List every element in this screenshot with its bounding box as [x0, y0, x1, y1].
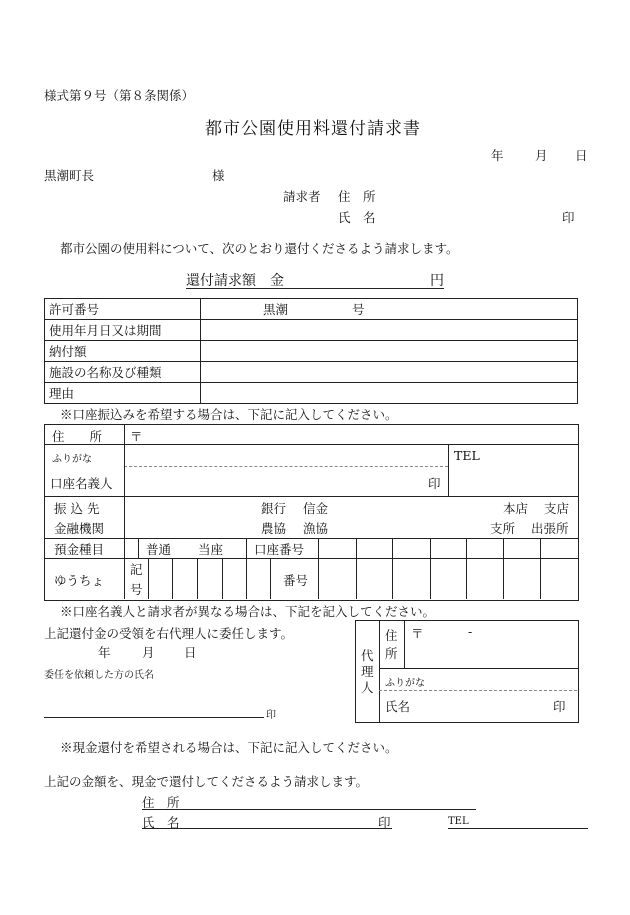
digit-divider [246, 558, 247, 599]
digit-divider [466, 558, 467, 599]
agent-label-char: 人 [361, 680, 374, 695]
requester-address-label: 住 所 [338, 189, 376, 204]
account-holder-seal: 印 [428, 476, 441, 491]
tel-label[interactable]: TEL [454, 448, 480, 463]
agent-label-line [379, 620, 380, 722]
paid-amount-field[interactable] [201, 341, 578, 362]
paid-amount-label: 納付額 [45, 341, 201, 362]
agent-label [361, 648, 375, 696]
digit-divider [392, 538, 393, 558]
digit-divider [540, 538, 541, 558]
postal-mark[interactable]: 〒 [130, 429, 143, 444]
reason-label: 理由 [45, 383, 201, 404]
table-row [45, 383, 578, 404]
agent-name-label: 氏名 [385, 699, 411, 714]
permit-number-label: 許可番号 [45, 299, 201, 320]
addressee: 黒潮町長 [44, 168, 95, 183]
refund-amount-underline [186, 288, 444, 289]
digit-divider [222, 558, 223, 599]
date-month-label: 月 [535, 148, 548, 163]
form-number: 様式第９号（第８条関係） [44, 88, 195, 103]
table-row [45, 320, 578, 341]
permit-number-field[interactable] [201, 299, 578, 320]
transfer-label: 振 込 先 [54, 501, 100, 516]
deposit-type-label: 預金種目 [54, 542, 105, 557]
agent-postal-dash: - [468, 624, 473, 639]
bank-transfer-note: ※口座振込みを希望する場合は、下記に記入してください。 [60, 407, 398, 422]
digit-divider [430, 558, 431, 599]
branch-office-option[interactable]: 支所 [490, 521, 516, 536]
delegator-name-label: 委任を依頼した方の氏名 [44, 670, 154, 681]
account-label-right-line [318, 538, 319, 599]
facility-name-label: 施設の名称及び種類 [45, 362, 201, 383]
fishery-coop-option[interactable]: 漁協 [303, 521, 329, 536]
account-holder-label: 口座名義人 [50, 476, 113, 491]
agent-divider [379, 668, 578, 669]
addressee-suffix: 様 [212, 168, 225, 183]
usage-period-field[interactable] [201, 320, 578, 341]
yucho-label: ゆうちょ [54, 573, 105, 588]
delegate-month-label: 月 [142, 645, 155, 660]
sub-office-option[interactable]: 出張所 [531, 521, 569, 536]
agent-address-label-line [404, 620, 405, 668]
yucho-label-line [124, 558, 125, 599]
proxy-note: ※口座名義人と請求者が異なる場合は、下記を記入してください。 [60, 604, 436, 619]
current-option[interactable]: 当座 [198, 542, 224, 557]
number-label-line [270, 558, 271, 599]
cash-tel-label: TEL [448, 816, 469, 827]
delegator-signature-line[interactable] [44, 717, 264, 718]
refund-amount-unit: 円 [430, 273, 444, 289]
bank-label-column-line [124, 424, 125, 558]
usage-period-label: 使用年月日又は期間 [45, 320, 201, 341]
furigana-divider [124, 466, 448, 467]
branch-option[interactable]: 支店 [544, 501, 570, 516]
bank-address-label: 住 所 [52, 429, 103, 444]
cash-name-line[interactable] [142, 828, 392, 829]
refund-amount-label: 還付請求額 金 [186, 273, 284, 289]
permit-number-prefix: 黒潮 [263, 302, 289, 317]
credit-union-option[interactable]: 信金 [303, 501, 329, 516]
agent-label-char: 理 [361, 664, 374, 679]
agent-furigana-label: ふりがな [385, 678, 425, 689]
digit-divider [197, 558, 198, 599]
digit-divider [356, 558, 357, 599]
date-day-label: 日 [575, 148, 588, 163]
cash-address-line[interactable] [142, 809, 476, 810]
agent-furigana-divider [379, 690, 577, 691]
delegate-text: 上記還付金の受領を右代理人に委任します。 [44, 626, 294, 641]
head-office-option[interactable]: 本店 [503, 501, 529, 516]
permit-number-suffix: 号 [352, 302, 365, 317]
furigana-label: ふりがな [52, 454, 92, 465]
reason-field[interactable] [201, 383, 578, 404]
cash-note: ※現金還付を希望される場合は、下記に記入してください。 [60, 740, 398, 755]
agent-label-char: 代 [361, 648, 374, 663]
table-row [45, 362, 578, 383]
symbol-label-line [148, 558, 149, 599]
symbol-label-top: 記 [130, 562, 143, 577]
financial-institution-label: 金融機関 [54, 521, 105, 536]
digit-divider [503, 538, 504, 558]
digit-divider [503, 558, 504, 599]
yucho-number-label: 番号 [283, 573, 309, 588]
agri-coop-option[interactable]: 農協 [261, 521, 287, 536]
agent-seal: 印 [553, 699, 566, 714]
bank-option[interactable]: 銀行 [261, 501, 287, 516]
symbol-label-bottom: 号 [130, 582, 143, 597]
agent-postal-mark[interactable]: 〒 [411, 626, 424, 641]
delegate-year-label: 年 [98, 645, 111, 660]
ordinary-option[interactable]: 普通 [146, 542, 172, 557]
cash-address-label: 住 所 [142, 795, 180, 810]
table-row [45, 299, 578, 320]
requester-label: 請求者 [283, 189, 321, 204]
permit-info-table [44, 298, 578, 404]
digit-divider [356, 538, 357, 558]
digit-divider [392, 558, 393, 599]
requester-name-label: 氏 名 [338, 210, 376, 225]
page-title: 都市公園使用料還付請求書 [205, 119, 421, 139]
digit-divider [172, 558, 173, 599]
agent-address-label-top: 住 [385, 628, 398, 643]
digit-divider [540, 558, 541, 599]
cash-seal: 印 [378, 815, 391, 830]
delegate-day-label: 日 [184, 645, 197, 660]
digit-divider [466, 538, 467, 558]
table-row [45, 341, 578, 362]
digit-divider [430, 538, 431, 558]
deposit-type-line [138, 538, 139, 558]
tel-column-line [448, 444, 449, 496]
requester-seal: 印 [562, 210, 575, 225]
account-label-left-line [246, 538, 247, 558]
cash-tel-line[interactable] [448, 828, 588, 829]
facility-name-field[interactable] [201, 362, 578, 383]
cash-name-label: 氏 名 [142, 815, 180, 830]
agent-address-label-bottom: 所 [385, 646, 398, 661]
intro-text: 都市公園の使用料について、次のとおり還付くださるよう請求します。 [60, 241, 459, 256]
account-number-label: 口座番号 [254, 542, 305, 557]
date-year-label: 年 [491, 148, 504, 163]
delegator-seal: 印 [266, 710, 276, 721]
cash-request-text: 上記の金額を、現金で還付してくださるよう請求します。 [44, 774, 369, 789]
